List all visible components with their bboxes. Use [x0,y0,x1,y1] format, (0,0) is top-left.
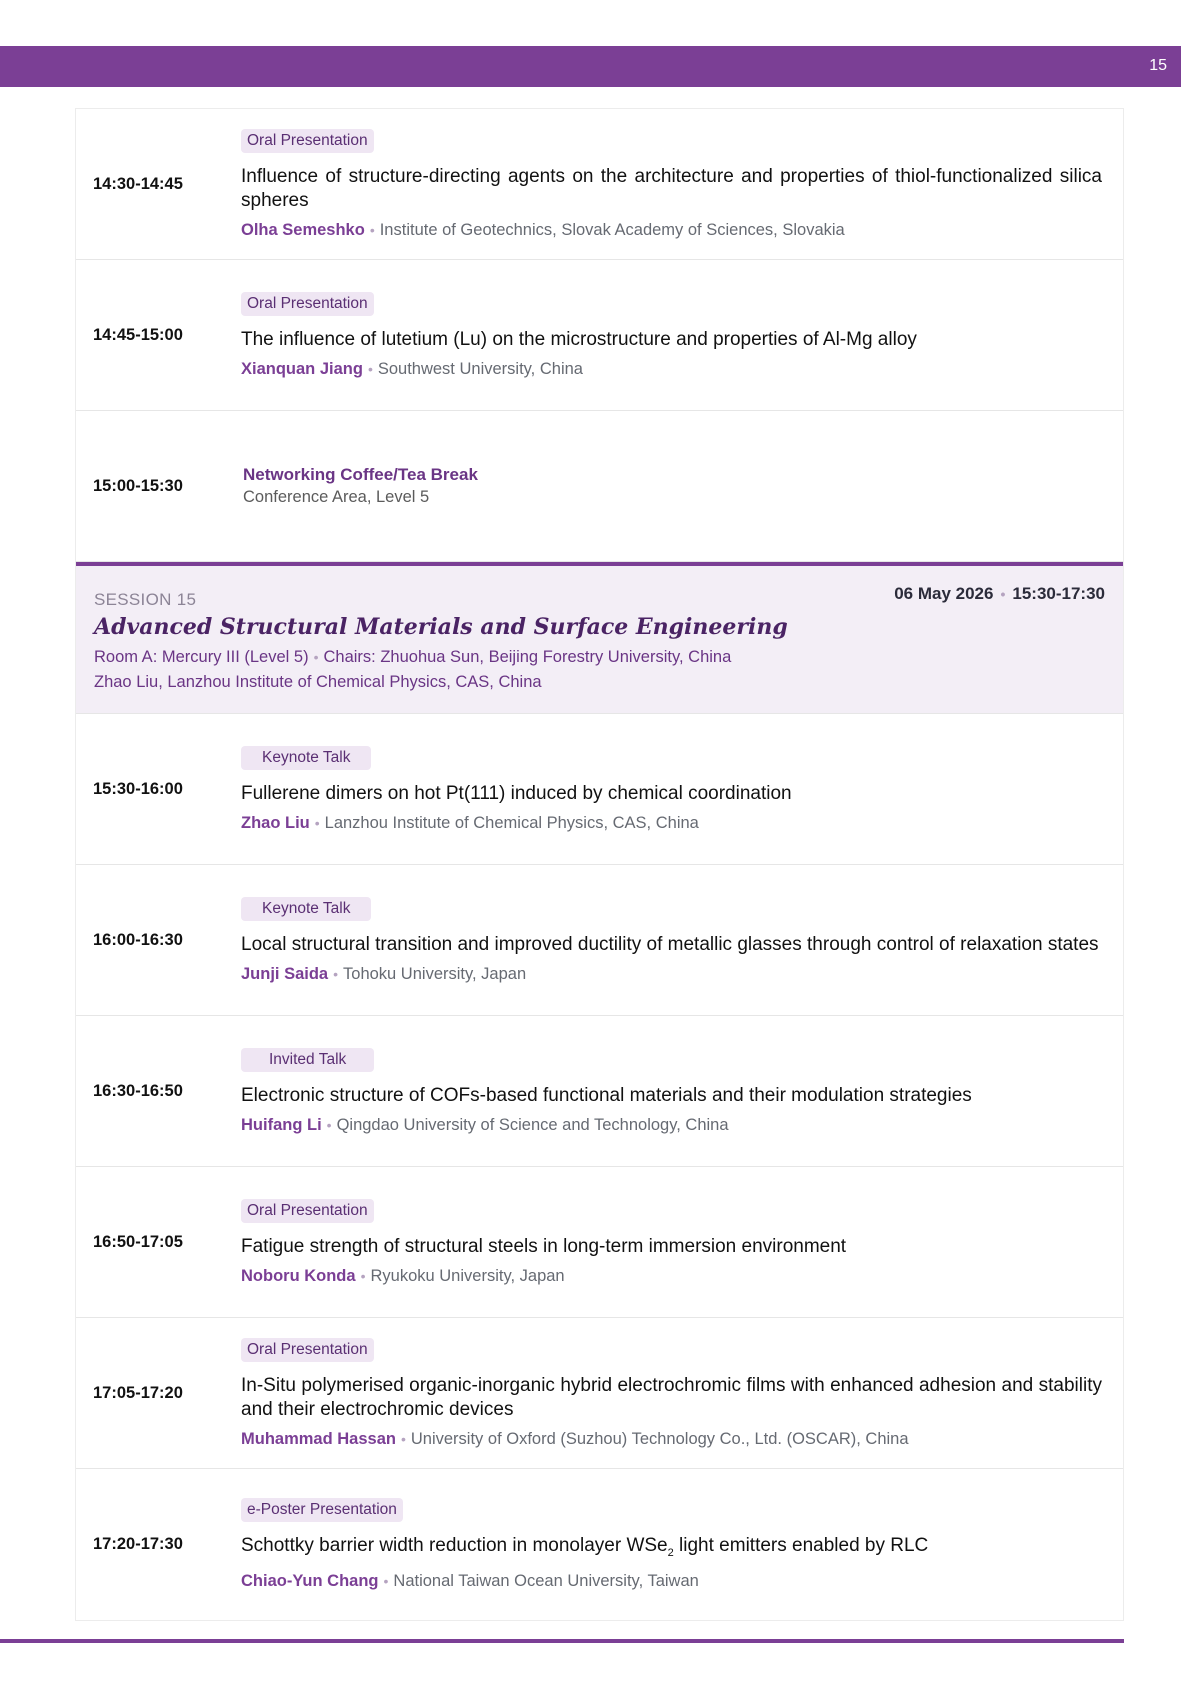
talk-title: Fatigue strength of structural steels in long-term immersion environment [241,1235,847,1257]
schedule-row [76,714,1123,865]
speaker-affiliation: Qingdao University of Science and Technology, China [336,1115,729,1134]
schedule-row [76,1167,1123,1318]
separator-dot: • [383,1573,389,1590]
session-label: SESSION 15 [94,590,197,609]
session-datetime [894,584,1105,604]
separator-dot: • [313,649,319,665]
speaker-name: Xianquan Jiang [241,359,363,378]
session-meta [94,645,731,695]
time-slot: 14:45-15:00 [93,325,183,344]
time-slot: 15:00-15:30 [93,476,183,495]
schedule-row [76,1318,1123,1469]
separator-dot: • [326,1116,332,1133]
talk-title [241,1534,1102,1565]
footer-rule [0,1639,1124,1643]
time-slot: 16:30-16:50 [93,1081,183,1100]
speaker-name: Muhammad Hassan [241,1429,396,1448]
time-slot: 15:30-16:00 [93,779,183,798]
speaker-affiliation: Lanzhou Institute of Chemical Physics, CAS, China [324,813,699,832]
break-title: Networking Coffee/Tea Break [243,465,478,484]
speaker-name: Olha Semeshko [241,220,365,239]
speaker-name: Huifang Li [241,1115,322,1134]
speaker-name: Junji Saida [241,964,329,983]
session-header [76,562,1123,714]
time-slot: 16:00-16:30 [93,930,183,949]
schedule-row [76,1469,1123,1620]
schedule-row [76,109,1123,260]
separator-dot: • [314,814,320,831]
schedule-row [76,1016,1123,1167]
speaker-name: Chiao-Yun Chang [241,1572,379,1591]
separator-dot: • [1000,586,1006,602]
time-slot: 17:20-17:30 [93,1535,183,1553]
talk-title: Electronic structure of COFs-based functional materials and their modulation strategies [241,1084,972,1106]
header-bar [0,46,1181,87]
session-title: Advanced Structural Materials and Surface Engineering [94,614,788,640]
session-chairs-2: Zhao Liu, Lanzhou Institute of Chemical Physics, CAS, China [94,673,542,691]
speaker-affiliation: Institute of Geotechnics, Slovak Academy of Sciences, Slovakia [379,220,845,239]
talk-type-badge: Invited Talk [241,1048,374,1072]
session-chairs: Chairs: Zhuohua Sun, Beijing Forestry University, China [323,648,732,666]
talk-type-badge: e-Poster Presentation [241,1498,403,1522]
speaker-name: Noboru Konda [241,1266,356,1285]
talk-type-badge: Oral Presentation [241,1338,374,1362]
speaker-affiliation: Tohoku University, Japan [343,964,527,983]
speaker-affiliation: Southwest University, China [377,359,583,378]
speaker-affiliation: National Taiwan Ocean University, Taiwan [393,1572,699,1591]
talk-title-part: Schottky barrier width reduction in monolayer WSe [241,1534,668,1556]
separator-dot: • [360,1267,366,1284]
separator-dot: • [333,965,339,982]
time-slot: 17:05-17:20 [93,1383,183,1402]
session-date: 06 May 2026 [894,584,994,603]
speaker-affiliation: Ryukoku University, Japan [370,1266,565,1285]
separator-dot: • [367,360,373,377]
talk-type-badge: Keynote Talk [241,746,371,770]
break-row [76,411,1123,562]
separator-dot: • [400,1430,406,1447]
page-number: 15 [1149,57,1167,74]
talk-title-subscript: 2 [667,1546,674,1559]
speaker-name: Zhao Liu [241,813,310,832]
time-slot: 16:50-17:05 [93,1232,183,1251]
talk-type-badge: Oral Presentation [241,1199,374,1223]
schedule-table [75,108,1124,1621]
talk-title: The influence of lutetium (Lu) on the microstructure and properties of Al-Mg alloy [241,328,917,350]
talk-title: Local structural transition and improved ductility of metallic glasses through control of relaxation states [241,933,1099,955]
talk-type-badge: Keynote Talk [241,897,371,921]
separator-dot: • [369,221,375,238]
talk-title-part: light emitters enabled by RLC [673,1534,929,1556]
session-room: Room A: Mercury III (Level 5) [94,648,309,666]
speaker-affiliation: University of Oxford (Suzhou) Technology Co., Ltd. (OSCAR), China [410,1429,909,1448]
session-time: 15:30-17:30 [1012,584,1105,603]
talk-type-badge: Oral Presentation [241,129,374,153]
talk-title: Influence of structure-directing agents on the architecture and properties of thiol-functionalized silica spheres [241,165,1102,211]
schedule-row [76,865,1123,1016]
talk-title: Fullerene dimers on hot Pt(111) induced by chemical coordination [241,782,792,804]
talk-title: In-Situ polymerised organic-inorganic hybrid electrochromic films with enhanced adhesion and stability and their electrochromic devices [241,1374,1102,1420]
break-location: Conference Area, Level 5 [243,488,430,506]
talk-type-badge: Oral Presentation [241,292,374,316]
schedule-row [76,260,1123,411]
time-slot: 14:30-14:45 [93,174,183,193]
